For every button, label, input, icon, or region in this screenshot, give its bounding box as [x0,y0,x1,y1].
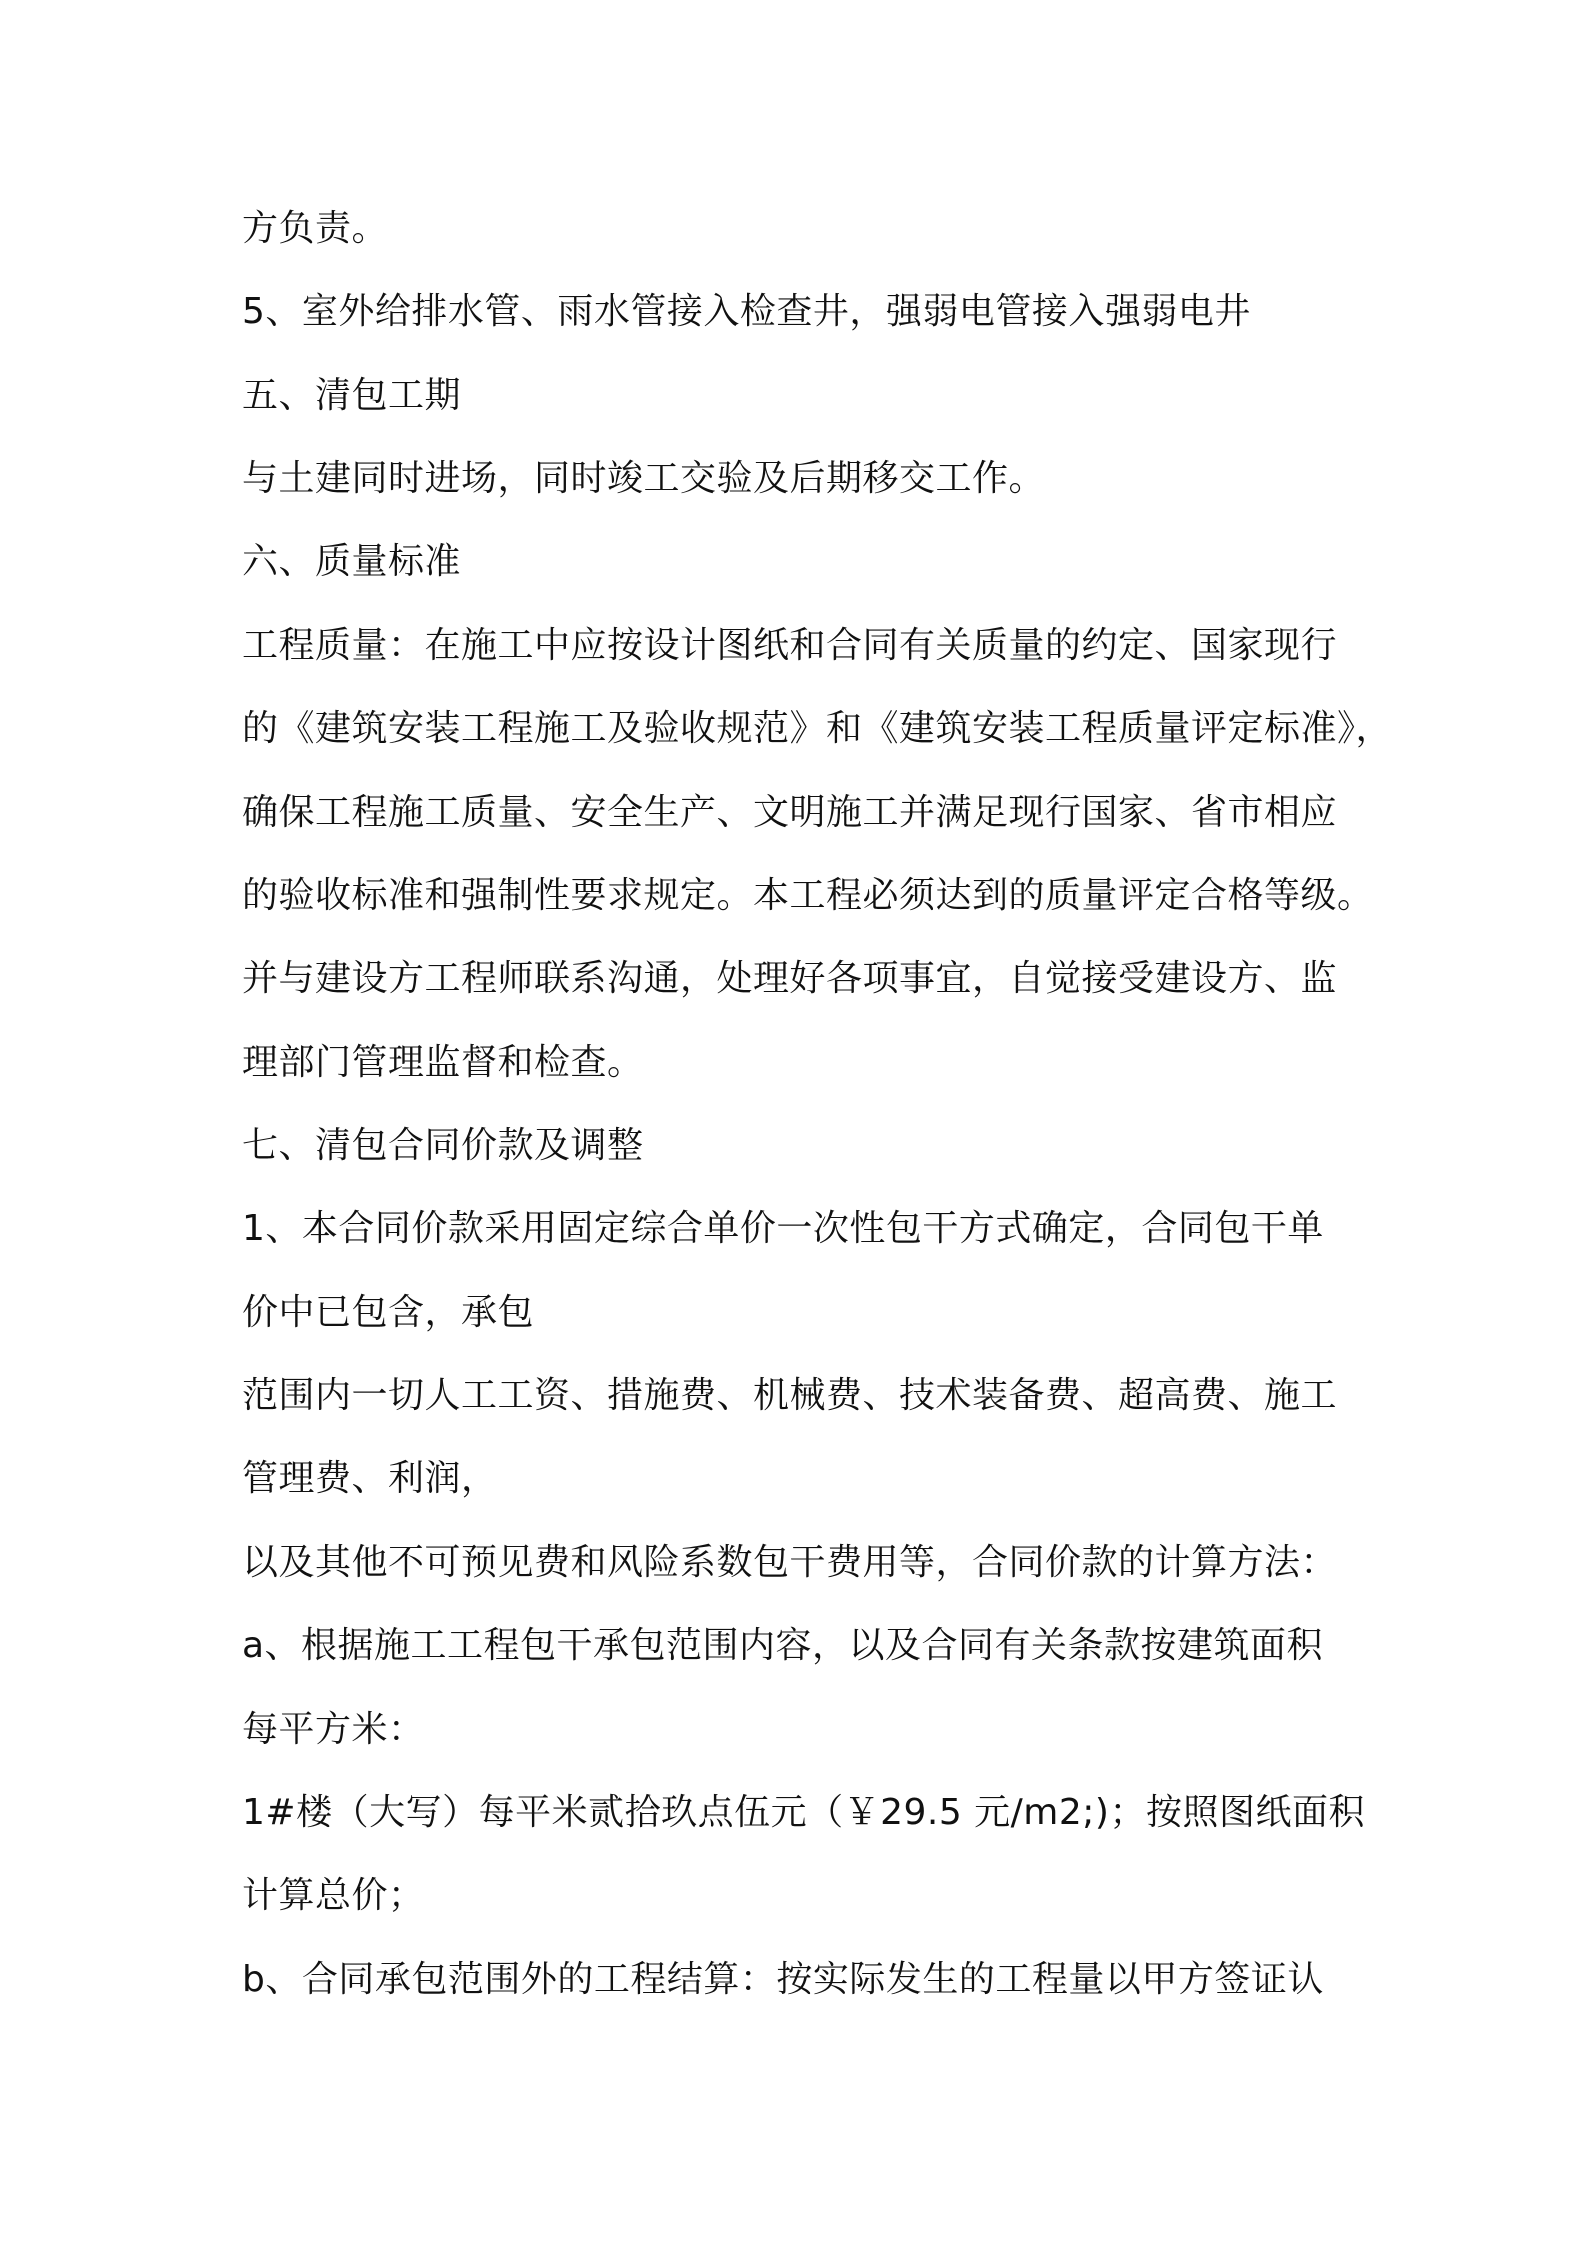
text-line: 每平方米： [242,1709,425,1750]
text-line: 1#楼（大写）每平米贰拾玖点伍元（￥29.5 元/m2;)；按照图纸面积 [242,1792,1365,1833]
text-line: a、根据施工工程包干承包范围内容，以及合同有关条款按建筑面积 [242,1625,1324,1666]
text-line: 工程质量：在施工中应按设计图纸和合同有关质量的约定、国家现行 [242,625,1338,666]
section-heading: 七、清包合同价款及调整 [242,1125,644,1166]
section-heading: 五、清包工期 [242,375,462,416]
text-line: 与土建同时进场，同时竣工交验及后期移交工作。 [242,458,1046,499]
text-line: b、合同承包范围外的工程结算：按实际发生的工程量以甲方签证认 [242,1959,1324,2000]
text-line: 确保工程施工质量、安全生产、文明施工并满足现行国家、省市相应 [242,792,1338,833]
text-line: 理部门管理监督和检查。 [242,1042,644,1083]
text-line: 的验收标准和强制性要求规定。本工程必须达到的质量评定合格等级。 [242,875,1374,916]
text-line: 方负责。 [242,208,389,249]
text-line: 计算总价； [242,1875,425,1916]
text-line: 5、室外给排水管、雨水管接入检查井，强弱电管接入强弱电井 [242,291,1251,332]
section-heading: 六、质量标准 [242,541,462,582]
text-line: 以及其他不可预见费和风险系数包干费用等，合同价款的计算方法： [242,1542,1338,1583]
text-line: 范围内一切人工工资、措施费、机械费、技术装备费、超高费、施工 [242,1375,1338,1416]
text-line: 的《建筑安装工程施工及验收规范》和《建筑安装工程质量评定标准》， [242,708,1393,749]
text-line: 管理费、利润， [242,1458,498,1499]
text-line: 价中已包含，承包 [242,1292,535,1333]
text-line: 并与建设方工程师联系沟通，处理好各项事宜，自觉接受建设方、监 [242,958,1338,999]
text-line: 1、本合同价款采用固定综合单价一次性包干方式确定，合同包干单 [242,1208,1324,1249]
